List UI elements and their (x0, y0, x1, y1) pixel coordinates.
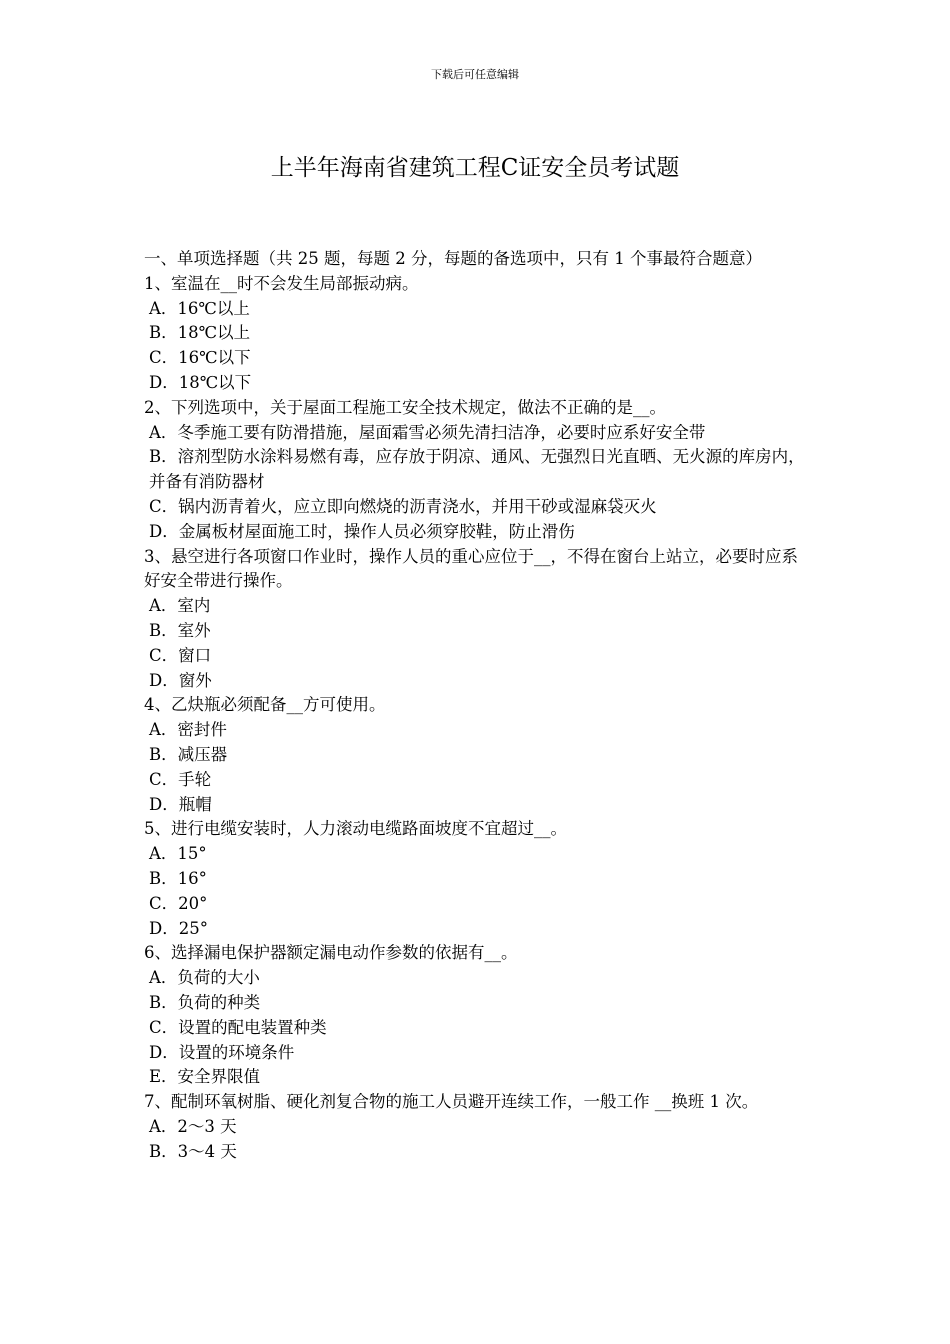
question-stem: 6、选择漏电保护器额定漏电动作参数的依据有__。 (144, 943, 518, 963)
option-b: B．溶剂型防水涂料易燃有毒，应存放于阴凉、通风、无强烈日光直晒、无火源的库房内，并备有消防器材 (149, 447, 805, 492)
option-c: C．锅内沥青着火，应立即向燃烧的沥青浇水，并用干砂或湿麻袋灭火 (149, 496, 657, 516)
option-a: A．2～3 天 (149, 1116, 237, 1136)
section-heading: 一、单项选择题（共 25 题，每题 2 分，每题的备选项中，只有 1 个事最符合题意） (144, 249, 762, 268)
option-c: C．窗口 (149, 645, 212, 665)
option-d: D．窗外 (149, 670, 212, 690)
option-a: A．冬季施工要有防滑措施，屋面霜雪必须先清扫洁净，必要时应系好安全带 (149, 422, 706, 442)
option-d: D．瓶帽 (149, 794, 212, 814)
option-a: A．16℃以上 (149, 298, 250, 318)
question-1 (144, 272, 810, 396)
question-stem: 7、配制环氧树脂、硬化剂复合物的施工人员避开连续工作，一般工作 __换班 1 次。 (144, 1092, 759, 1112)
question-stem: 5、进行电缆安装时，人力滚动电缆路面坡度不宜超过__。 (144, 819, 567, 839)
question-stem: 3、悬空进行各项窗口作业时，操作人员的重心应位于__，不得在窗台上站立，必要时应系好安全带进行操作。 (144, 546, 798, 591)
option-d: D．设置的环境条件 (149, 1042, 295, 1062)
option-d: D．25° (149, 918, 208, 938)
question-stem: 4、乙炔瓶必须配备__方可使用。 (144, 695, 386, 715)
option-b: B．16° (149, 868, 207, 888)
option-c: C．手轮 (149, 769, 212, 789)
question-stem: 2、下列选项中，关于屋面工程施工安全技术规定，做法不正确的是__。 (144, 397, 666, 417)
question-5 (144, 817, 810, 941)
option-d: D．金属板材屋面施工时，操作人员必须穿胶鞋，防止滑伤 (149, 521, 575, 541)
option-a: A．15° (149, 844, 207, 864)
option-b: B．负荷的种类 (149, 992, 261, 1012)
option-a: A．密封件 (149, 720, 227, 740)
option-a: A．负荷的大小 (149, 968, 260, 988)
option-e: E．安全界限值 (149, 1067, 261, 1087)
option-c: C．16℃以下 (149, 348, 251, 368)
option-c: C．20° (149, 893, 208, 913)
question-4 (144, 693, 810, 817)
question-stem: 1、室温在__时不会发生局部振动病。 (144, 273, 419, 293)
question-7 (144, 1090, 810, 1164)
document-body (144, 247, 810, 1164)
question-3 (144, 545, 810, 694)
option-b: B．18℃以上 (149, 323, 251, 343)
option-b: B．室外 (149, 620, 211, 640)
option-d: D．18℃以下 (149, 372, 252, 392)
header-note: 下载后可任意编辑 (431, 68, 519, 81)
question-6 (144, 941, 810, 1090)
document-title: 上半年海南省建筑工程C证安全员考试题 (270, 155, 680, 181)
option-c: C．设置的配电装置种类 (149, 1017, 327, 1037)
option-a: A．室内 (149, 596, 211, 616)
option-b: B．3～4 天 (149, 1141, 237, 1161)
option-b: B．减压器 (149, 744, 228, 764)
question-2 (144, 396, 810, 545)
